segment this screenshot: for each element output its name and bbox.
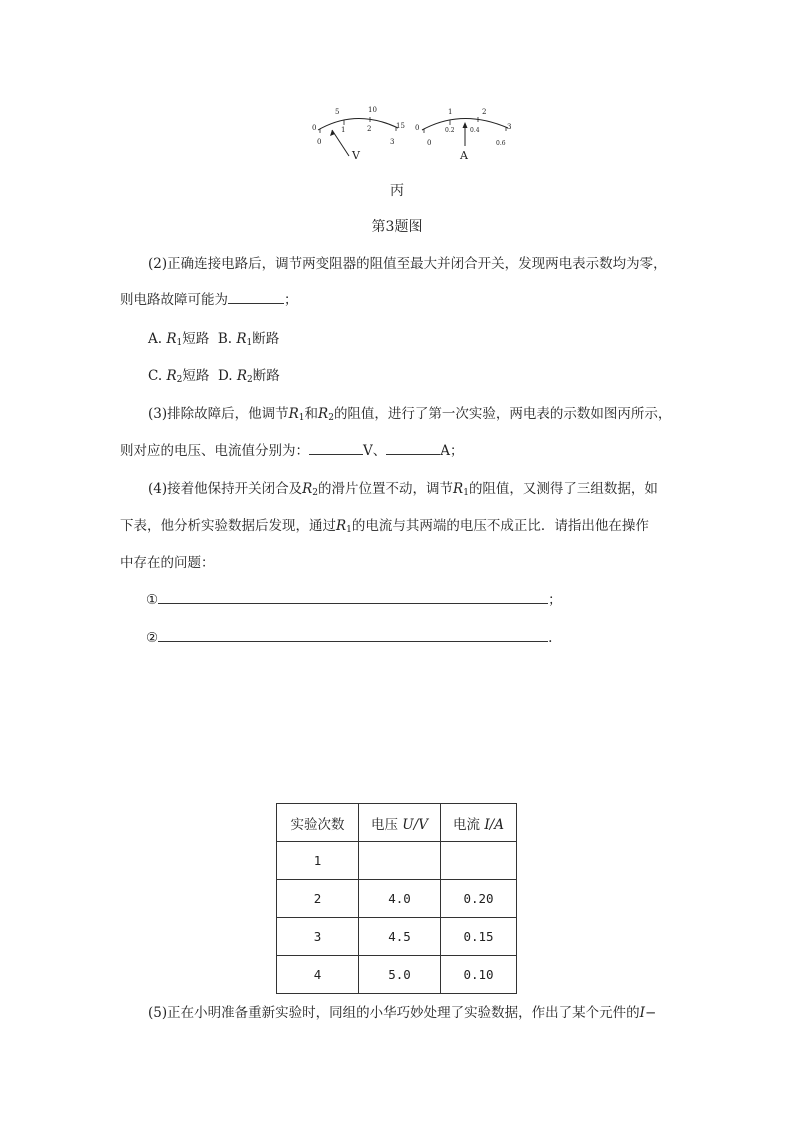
voltage-answer-blank[interactable] [309, 454, 363, 455]
voltmeter-bottom-tick-0: 0 [317, 138, 322, 146]
table-row [277, 918, 517, 956]
ammeter-needle-arrow [463, 122, 468, 128]
voltmeter-top-tick-2: 10 [368, 106, 377, 114]
voltmeter-needle-arrow [330, 130, 335, 136]
option-b-text: 断路 [252, 331, 280, 347]
ammeter [415, 108, 511, 162]
item-2-mark: ② [146, 630, 159, 646]
voltmeter-bottom-tick-3: 3 [390, 138, 395, 146]
q4-text-c: 的阻值，又测得了三组数据，如 [468, 481, 658, 497]
unit-a: A； [440, 443, 464, 459]
q5-text: (5)正在小明准备重新实验时，同组的小华巧妙处理了实验数据，作出了某个元件的 [148, 1005, 640, 1021]
table-cell: 0.10 [441, 956, 517, 994]
q3-line2-prefix: 则对应的电压、电流值分别为： [120, 443, 309, 459]
q4-text-b: 的滑片位置不动，调节 [318, 481, 454, 497]
ammeter-bottom-tick-2: 0.4 [470, 127, 480, 134]
header-trial: 实验次数 [277, 804, 359, 842]
var-r: R [453, 481, 464, 497]
table-cell [359, 842, 441, 880]
q2-line2-suffix: ； [284, 292, 298, 308]
q3-and: 和 [304, 406, 319, 422]
table-cell: 4 [277, 956, 359, 994]
q4-line2-a: 下表，他分析实验数据后发现，通过 [120, 518, 336, 534]
sub-1: 1 [463, 488, 469, 498]
q4-line1 [148, 479, 658, 503]
figure-caption: 第3题图 [371, 219, 423, 235]
q3-text-b: 的阻值，进行了第一次实验，两电表的示数如图丙所示， [333, 406, 672, 422]
sub-2: 2 [312, 488, 319, 498]
issue-2-blank[interactable] [158, 641, 548, 642]
ammeter-bottom-tick-3: 0.6 [496, 140, 506, 147]
sub-2: 2 [247, 375, 253, 385]
item-2-end: . [548, 630, 553, 646]
voltmeter-top-tick-1: 5 [335, 108, 340, 116]
ammeter-bottom-tick-0: 0 [427, 139, 432, 147]
q4-line2 [120, 516, 649, 540]
option-b-prefix: B. [217, 331, 237, 347]
table-row [277, 880, 517, 918]
table-cell: 0.15 [441, 918, 517, 956]
voltmeter-bottom-tick-1: 1 [341, 126, 346, 134]
option-a-text: 短路 [182, 331, 210, 347]
q5-line1 [148, 1003, 656, 1023]
q3-line2 [120, 441, 464, 461]
header-voltage [359, 804, 441, 842]
var-r: R [236, 368, 248, 384]
sub-1: 1 [298, 413, 305, 423]
table-cell: 0.20 [441, 880, 517, 918]
ammeter-bottom-tick-1: 0.2 [445, 127, 455, 134]
q4-line2-b: 的电流与其两端的电压不成正比．请指出他在操作 [351, 518, 649, 534]
header-current-label: 电流 [453, 816, 481, 833]
table-cell: 4.0 [359, 880, 441, 918]
table-cell: 3 [277, 918, 359, 956]
q4-item-1 [146, 590, 562, 610]
unit-v: V、 [363, 443, 387, 459]
figure-sub-label: 丙 [390, 183, 404, 199]
q2-line1: (2)正确连接电路后，调节两变阻器的阻值至最大并闭合开关，发现两电表示数均为零， [148, 256, 667, 272]
q5-tail: I− [639, 1005, 657, 1021]
option-c-text: 短路 [182, 368, 210, 384]
option-a-prefix: A. [148, 331, 167, 347]
table-cell [441, 842, 517, 880]
table-row [277, 842, 517, 880]
var-r: R [318, 406, 329, 422]
ammeter-top-tick-0: 0 [415, 124, 420, 132]
ammeter-top-tick-2: 2 [482, 108, 487, 116]
table-cell: 1 [277, 842, 359, 880]
sub-2: 2 [176, 375, 183, 385]
voltmeter-top-tick-0: 0 [312, 124, 317, 132]
table-cell: 2 [277, 880, 359, 918]
option-d-prefix: D. [217, 368, 237, 384]
option-c-prefix: C. [148, 368, 167, 384]
meter-figure [300, 100, 520, 165]
header-current-unit: I/A [484, 816, 504, 833]
var-r: R [236, 331, 247, 347]
header-voltage-unit: U/V [402, 816, 428, 833]
table-row [277, 956, 517, 994]
var-r: R [336, 518, 347, 534]
ammeter-top-tick-1: 1 [448, 108, 453, 116]
var-r: R [288, 406, 299, 422]
var-r: R [166, 368, 177, 384]
issue-1-blank[interactable] [158, 603, 548, 604]
sub-1: 1 [176, 338, 183, 348]
q4-text-a: (4)接着他保持开关闭合及 [148, 481, 303, 497]
header-voltage-label: 电压 [371, 816, 398, 833]
table-cell: 5.0 [359, 956, 441, 994]
header-current [441, 804, 517, 842]
current-answer-blank[interactable] [386, 454, 440, 455]
sub-1: 1 [346, 525, 352, 535]
ammeter-top-tick-3: 3 [507, 123, 512, 131]
table-header-row [277, 804, 517, 842]
q2-options-ab [148, 329, 279, 353]
voltmeter-bottom-tick-2: 2 [367, 125, 372, 133]
data-table [276, 803, 517, 994]
voltmeter [312, 106, 405, 162]
var-r: R [302, 481, 313, 497]
q3-line1 [148, 404, 671, 428]
item-1-mark: ① [146, 592, 159, 608]
sub-1: 1 [246, 338, 253, 348]
q2-line2 [120, 290, 298, 310]
q4-line3: 中存在的问题： [120, 555, 215, 571]
item-1-end: ； [548, 592, 562, 608]
table-cell: 4.5 [359, 918, 441, 956]
q3-text-a: (3)排除故障后，他调节 [148, 406, 289, 422]
option-d-text: 断路 [252, 368, 280, 384]
q2-answer-blank[interactable] [228, 303, 284, 304]
ammeter-label: A [460, 149, 468, 162]
voltmeter-top-tick-3: 15 [396, 122, 405, 130]
q2-options-cd [148, 366, 280, 390]
sub-2: 2 [328, 413, 334, 423]
var-r: R [166, 331, 177, 347]
q4-item-2 [146, 628, 552, 648]
voltmeter-label: V [352, 149, 360, 162]
q2-line2-prefix: 则电路故障可能为 [120, 292, 228, 308]
